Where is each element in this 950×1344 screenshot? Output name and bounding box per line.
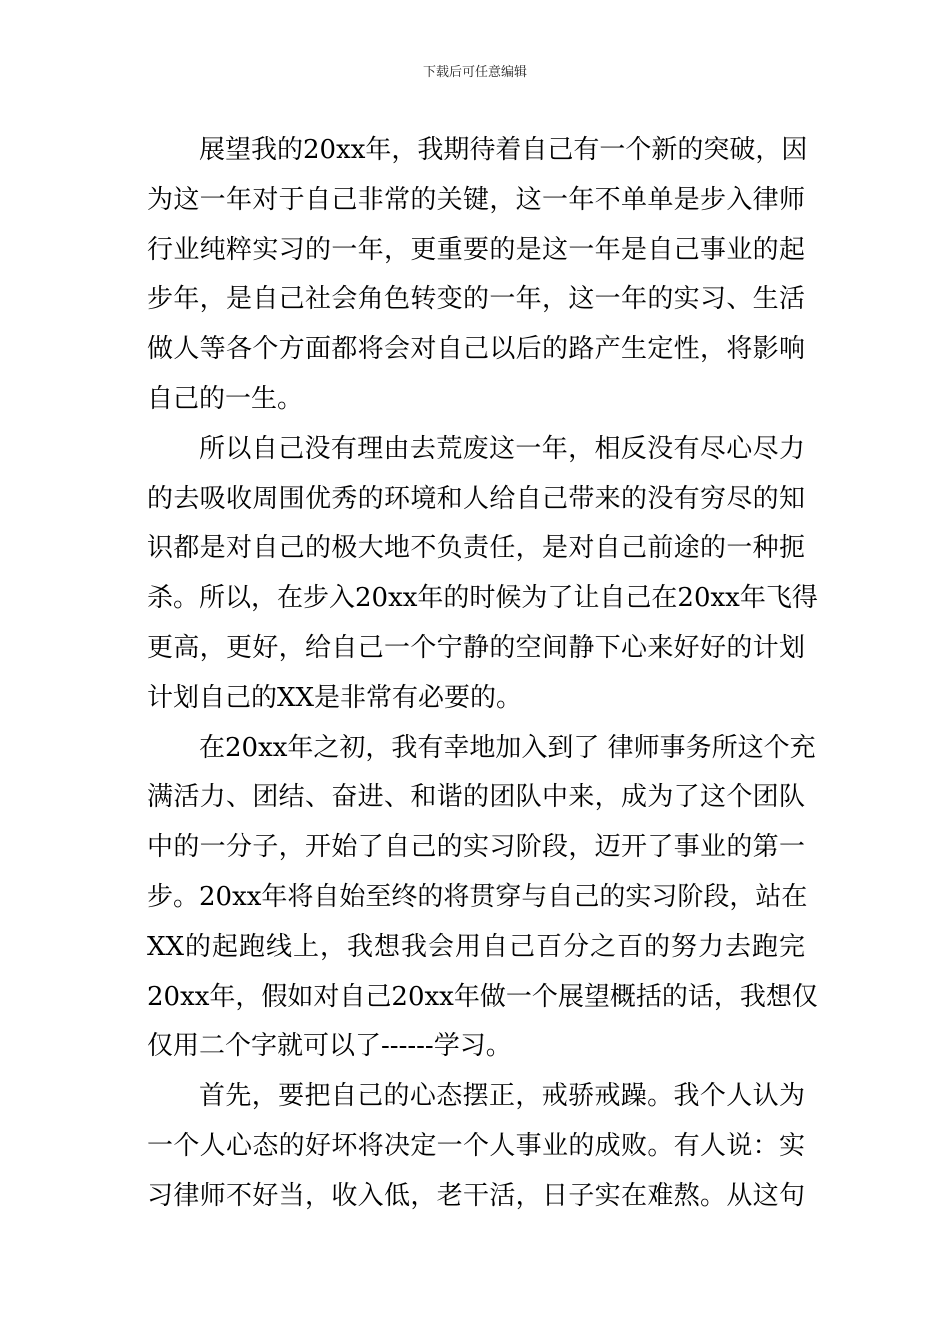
text-line: 杀。所以，在步入20xx年的时候为了让自己在20xx年飞得 — [147, 583, 818, 614]
page-header: 下载后可任意编辑 — [422, 65, 527, 80]
text-line: 展望我的20xx年，我期待着自己有一个新的突破，因 — [199, 135, 808, 165]
text-line: 步。20xx年将自始至终的将贯穿与自己的实习阶段，站在 — [147, 881, 808, 912]
text-line: 中的一分子，开始了自己的实习阶段，迈开了事业的第一 — [147, 832, 805, 863]
text-line: 习律师不好当，收入低，老干活，日子实在难熬。从这句 — [147, 1180, 805, 1211]
text-line: 仅用二个字就可以了------学习。 — [147, 1031, 512, 1062]
text-line: 行业纯粹实习的一年，更重要的是这一年是自己事业的起 — [147, 234, 805, 265]
text-line: 步年，是自己社会角色转变的一年，这一年的实习、生活 — [147, 284, 805, 315]
text-line: 为这一年对于自己非常的关键，这一年不单单是步入律师 — [147, 184, 805, 215]
text-line: XX的起跑线上，我想我会用自己百分之百的努力去跑完 — [147, 931, 805, 962]
text-line: 首先，要把自己的心态摆正，戒骄戒躁。我个人认为 — [199, 1081, 805, 1112]
text-line: 的去吸收周围优秀的环境和人给自己带来的没有穷尽的知 — [147, 483, 805, 514]
text-line: 识都是对自己的极大地不负责任，是对自己前途的一种扼 — [147, 533, 805, 564]
text-line: 20xx年，假如对自己20xx年做一个展望概括的话，我想仅 — [147, 981, 818, 1012]
text-line: 在20xx年之初，我有幸地加入到了 律师事务所这个充 — [199, 732, 816, 763]
text-line: 做人等各个方面都将会对自己以后的路产生定性，将影响 — [147, 334, 805, 365]
text-line: 所以自己没有理由去荒废这一年，相反没有尽心尽力 — [199, 433, 805, 464]
text-line: 自己的一生。 — [147, 383, 304, 414]
document-body — [147, 126, 818, 1222]
text-line: 满活力、团结、奋进、和谐的团队中来，成为了这个团队 — [147, 782, 805, 813]
text-line: 一个人心态的好坏将决定一个人事业的成败。有人说：实 — [147, 1130, 805, 1161]
text-line: 计划自己的XX是非常有必要的。 — [147, 682, 523, 713]
text-line: 更高，更好，给自己一个宁静的空间静下心来好好的计划 — [147, 632, 805, 663]
